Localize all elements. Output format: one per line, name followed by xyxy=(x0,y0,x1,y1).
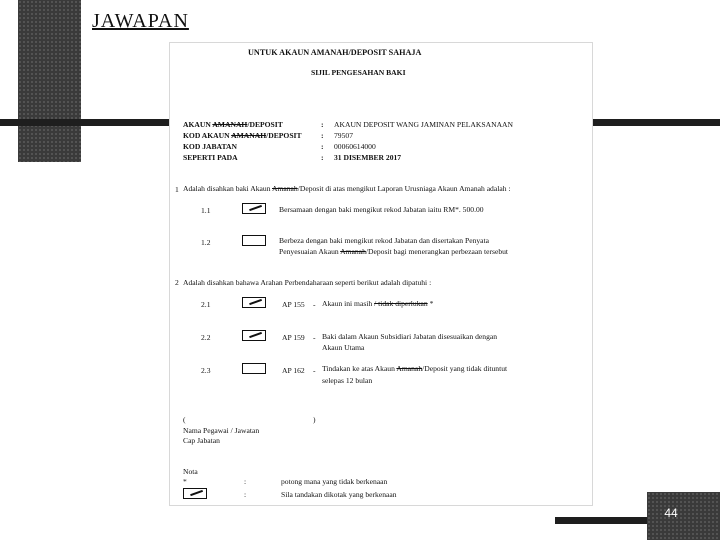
item-2-1-text: Akaun ini masih / tidak diperlukan * xyxy=(322,299,434,308)
item-1-2-text: Berbeza dengan baki mengikut rekod Jabatan dan disertakan Penyata xyxy=(279,236,490,245)
field-value-as-at: 31 DISEMBER 2017 xyxy=(334,153,402,162)
document-header: UNTUK AKAUN AMANAH/DEPOSIT SAHAJA xyxy=(248,48,422,57)
tick-icon xyxy=(249,332,262,338)
page-number: 44 xyxy=(664,506,678,520)
notes-title: Nota xyxy=(183,467,198,476)
checkbox-2-3 xyxy=(242,363,266,374)
item-2-1-code: AP 155 xyxy=(282,300,305,309)
notes-sep: : xyxy=(244,477,247,486)
item-1-1-number: 1.1 xyxy=(201,206,211,215)
signature-stamp-label: Cap Jabatan xyxy=(183,436,220,445)
notes-star: * xyxy=(183,477,187,486)
checkbox-2-1 xyxy=(242,297,266,308)
item-2-3-text-line2: selepas 12 bulan xyxy=(322,376,373,385)
field-sep: : xyxy=(321,153,324,162)
field-sep: : xyxy=(321,120,324,129)
item-2-1-dash: - xyxy=(313,300,316,309)
notes-checkbox xyxy=(183,488,207,499)
slide-title: JAWAPAN xyxy=(92,10,189,32)
field-label-as-at: SEPERTI PADA xyxy=(183,153,238,162)
tick-icon xyxy=(249,205,262,211)
decorative-texture-left xyxy=(18,0,81,162)
section1-number: 1 xyxy=(175,185,179,194)
field-value-account-code: 79507 xyxy=(334,131,353,140)
item-2-3-text: Tindakan ke atas Akaun Amanah/Deposit yang tidak dituntut xyxy=(322,364,508,373)
document-page xyxy=(169,42,593,506)
tick-icon xyxy=(190,490,203,496)
item-2-2-dash: - xyxy=(313,333,316,342)
signature-name-label: Nama Pegawai / Jawatan xyxy=(183,426,260,435)
field-sep: : xyxy=(321,131,324,140)
notes-note1: potong mana yang tidak berkenaan xyxy=(281,477,388,486)
item-2-2-text-line2: Akaun Utama xyxy=(322,343,365,352)
field-value-account: AKAUN DEPOSIT WANG JAMINAN PELAKSANAAN xyxy=(334,120,514,129)
tick-icon xyxy=(249,299,262,305)
field-label-account-code: KOD AKAUN AMANAH/DEPOSIT xyxy=(183,131,302,140)
signature-close-paren: ) xyxy=(313,415,316,424)
item-2-2-code: AP 159 xyxy=(282,333,305,342)
checkbox-1-2 xyxy=(242,235,266,246)
section2-text: Adalah disahkan bahawa Arahan Perbendaharaan seperti berikut adalah dipatuhi : xyxy=(183,278,432,287)
item-1-2-number: 1.2 xyxy=(201,238,211,247)
item-2-2-text: Baki dalam Akaun Subsidiari Jabatan disesuaikan dengan xyxy=(322,332,498,341)
item-2-3-code: AP 162 xyxy=(282,366,305,375)
signature-open-paren: ( xyxy=(183,415,186,424)
item-2-3-number: 2.3 xyxy=(201,366,211,375)
checkbox-2-2 xyxy=(242,330,266,341)
document-subheader: SIJIL PENGESAHAN BAKI xyxy=(311,68,406,77)
item-1-2-text-line2: Penyesuaian Akaun Amanah/Deposit bagi menerangkan perbezaan tersebut xyxy=(279,247,509,256)
field-label-department-code: KOD JABATAN xyxy=(183,142,237,151)
notes-note2: Sila tandakan dikotak yang berkenaan xyxy=(281,490,397,499)
field-value-department-code: 00060614000 xyxy=(334,142,376,151)
item-2-2-number: 2.2 xyxy=(201,333,211,342)
item-2-1-number: 2.1 xyxy=(201,300,211,309)
item-2-3-dash: - xyxy=(313,366,316,375)
section1-text: Adalah disahkan baki Akaun Amanah/Deposit di atas mengikut Laporan Urusniaga Akaun Amanah adalah : xyxy=(183,184,511,193)
checkbox-1-1 xyxy=(242,203,266,214)
field-sep: : xyxy=(321,142,324,151)
field-label-account: AKAUN AMANAH/DEPOSIT xyxy=(183,120,283,129)
notes-sep: : xyxy=(244,490,247,499)
section2-number: 2 xyxy=(175,278,179,287)
item-1-1-text: Bersamaan dengan baki mengikut rekod Jabatan iaitu RM*. 500.00 xyxy=(279,205,484,214)
